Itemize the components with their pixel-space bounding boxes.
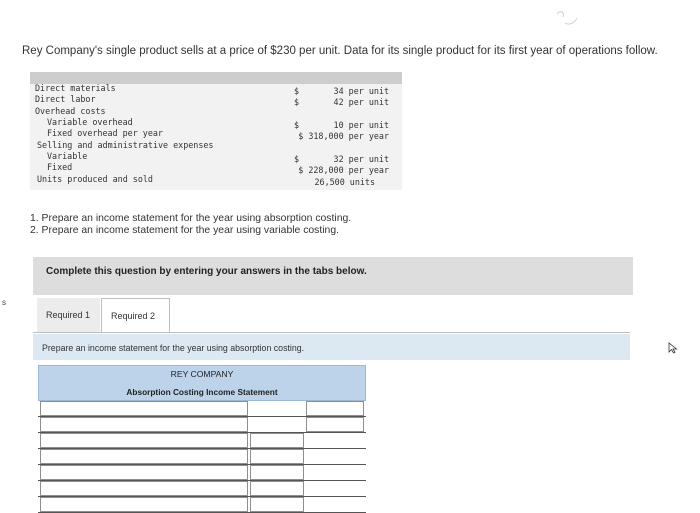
instructions-banner xyxy=(33,257,633,295)
cost-label-direct-materials: Direct materials xyxy=(35,83,116,93)
statement-row xyxy=(38,481,366,497)
amount-input[interactable] xyxy=(250,497,304,512)
amount-input[interactable] xyxy=(250,433,304,448)
cost-amount: 26,500 units xyxy=(314,177,375,187)
line-item-input[interactable] xyxy=(40,497,248,512)
amount-input[interactable] xyxy=(306,401,364,416)
statement-row xyxy=(38,417,366,433)
banner-text: Complete this question by entering your answers in the tabs below. xyxy=(46,266,367,277)
statement-row xyxy=(38,401,366,417)
company-name: REY COMPANY xyxy=(170,369,234,379)
cost-amount: 10 per unit xyxy=(333,120,389,130)
cost-amount: $ 228,000 per year xyxy=(298,165,389,175)
tab-required-2[interactable] xyxy=(101,298,170,332)
tab-divider xyxy=(33,332,630,333)
amount-input[interactable] xyxy=(250,481,304,496)
cost-currency: $ xyxy=(294,86,300,96)
pencil-mark-icon xyxy=(535,8,580,30)
cost-label-overhead: Overhead costs xyxy=(35,106,106,116)
tab-label: Required 2 xyxy=(111,311,156,321)
cost-label-selling-admin: Selling and administrative expenses xyxy=(37,140,214,150)
cost-label-fixed: Fixed xyxy=(47,162,73,172)
mouse-pointer-icon xyxy=(668,342,678,354)
amount-input[interactable] xyxy=(306,417,364,432)
cost-label-variable-overhead: Variable overhead xyxy=(47,117,133,127)
problem-intro: Rey Company's single product sells at a price of $230 per unit. Data for its single product for its first year of operations follow. xyxy=(22,45,658,57)
tab-label: Required 1 xyxy=(46,310,91,320)
statement-row xyxy=(38,465,366,481)
statement-header xyxy=(38,365,366,401)
cost-currency: $ xyxy=(294,120,300,130)
line-item-input[interactable] xyxy=(40,481,248,496)
statement-row xyxy=(38,497,366,513)
question-list xyxy=(30,213,351,237)
line-item-input[interactable] xyxy=(40,417,248,432)
cost-data-table xyxy=(30,72,402,190)
cost-label-units: Units produced and sold xyxy=(37,174,153,184)
tab-instruction-band xyxy=(33,334,630,360)
statement-title: Absorption Costing Income Statement xyxy=(126,387,278,397)
statement-row xyxy=(38,433,366,449)
amount-input[interactable] xyxy=(250,449,304,464)
question-2: 2. Prepare an income statement for the year using variable costing. xyxy=(30,225,339,236)
cost-label-fixed-overhead: Fixed overhead per year xyxy=(47,128,163,138)
cost-amount: 32 per unit xyxy=(333,154,389,164)
line-item-input[interactable] xyxy=(40,449,248,464)
cost-currency: $ xyxy=(294,97,300,107)
question-1: 1. Prepare an income statement for the year using absorption costing. xyxy=(30,213,352,224)
cost-amount: 34 per unit xyxy=(333,86,389,96)
cost-amount: $ 318,000 per year xyxy=(298,131,389,141)
side-mark: s xyxy=(2,298,6,307)
cost-label-direct-labor: Direct labor xyxy=(35,94,96,104)
tab-instruction-text: Prepare an income statement for the year using absorption costing. xyxy=(42,343,305,353)
line-item-input[interactable] xyxy=(40,465,248,480)
cost-label-variable: Variable xyxy=(47,151,88,161)
cost-amount: 42 per unit xyxy=(333,97,389,107)
amount-input[interactable] xyxy=(250,465,304,480)
tab-required-1[interactable] xyxy=(37,298,100,332)
line-item-input[interactable] xyxy=(40,433,248,448)
statement-row xyxy=(38,449,366,465)
cost-currency: $ xyxy=(294,154,300,164)
line-item-input[interactable] xyxy=(40,401,248,416)
